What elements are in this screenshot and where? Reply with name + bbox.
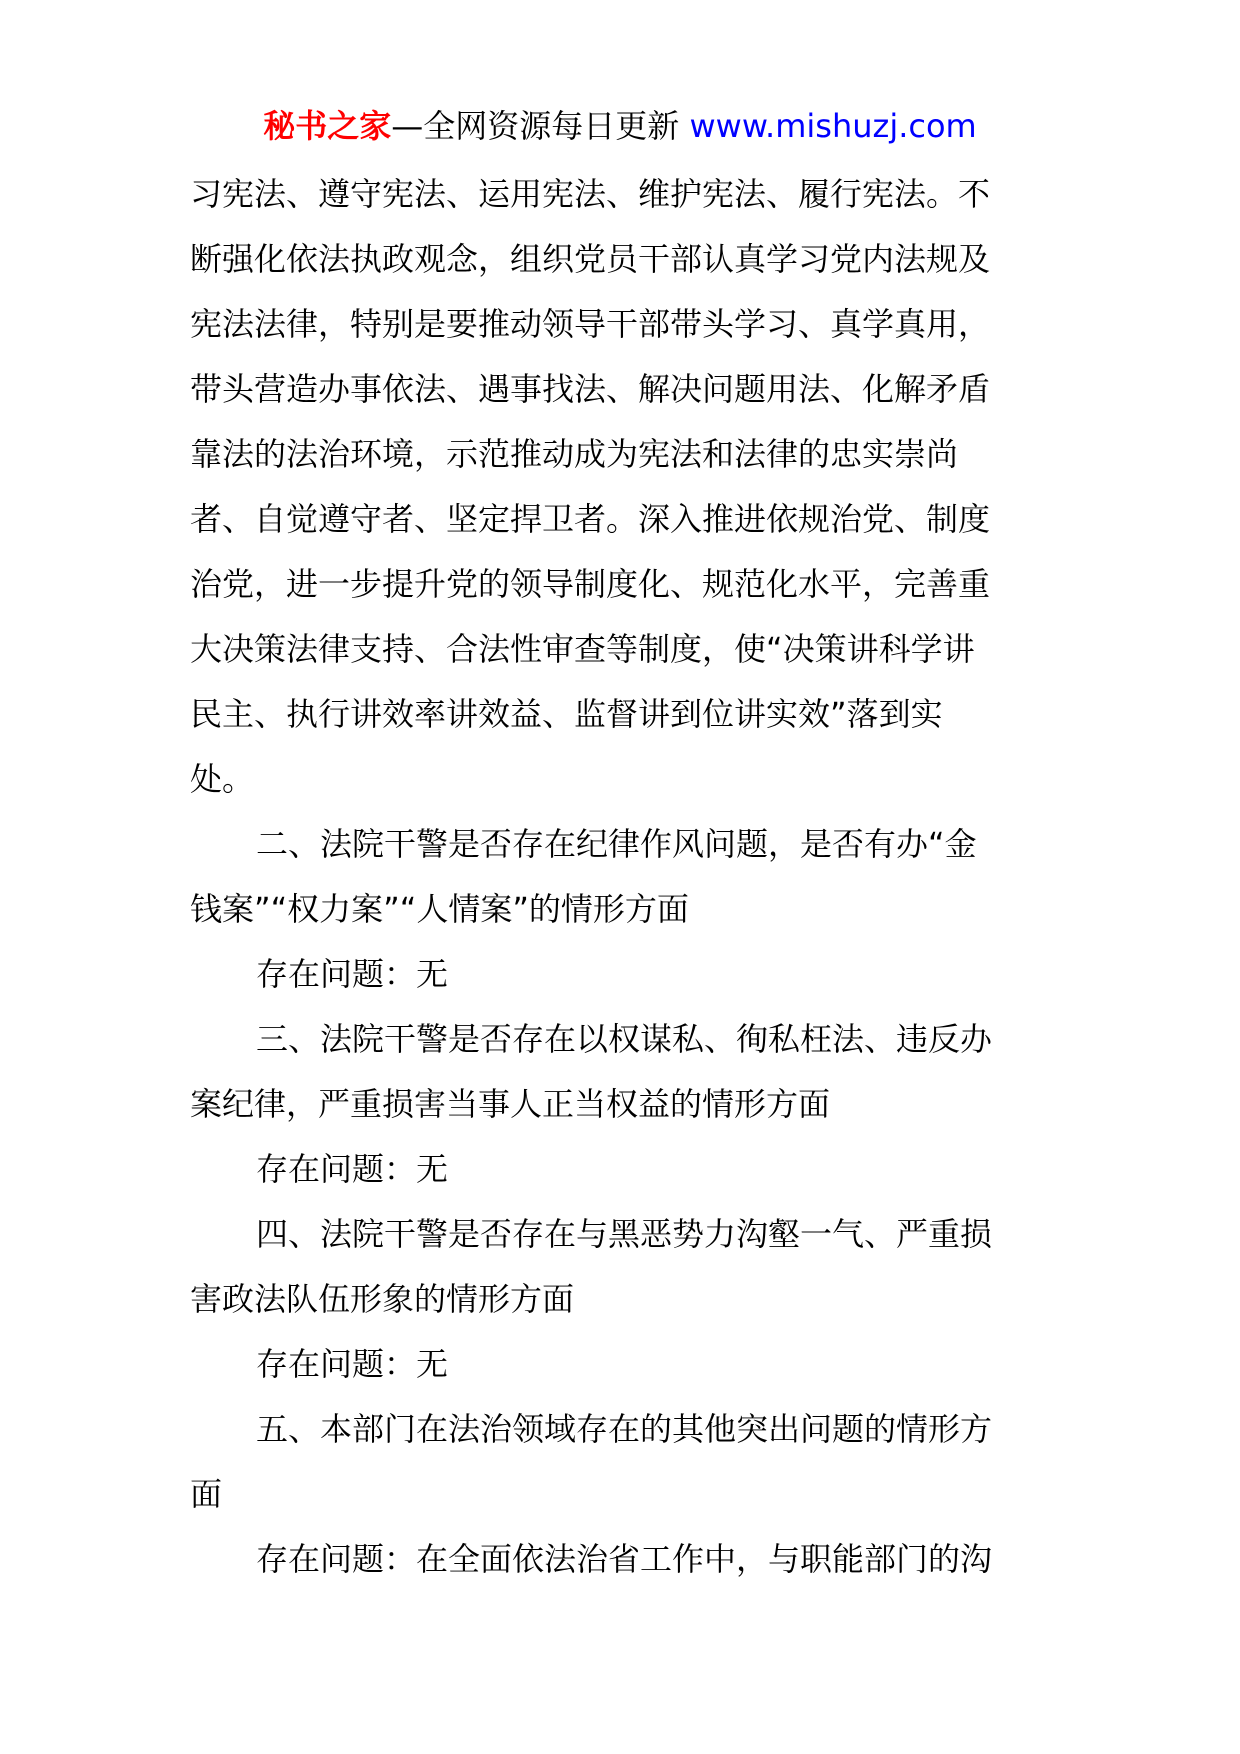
section-heading-2-cont: 钱案”“权力案”“人情案”的情形方面 [190, 890, 689, 928]
section-heading-3: 三、法院干警是否存在以权谋私、徇私枉法、违反办 [256, 1020, 993, 1058]
section-heading-2: 二、法院干警是否存在纪律作风问题，是否有办“金 [256, 825, 977, 863]
text-line: 断强化依法执政观念，组织党员干部认真学习党内法规及 [190, 240, 991, 278]
text-line: 处。 [190, 760, 255, 798]
issue-status: 存在问题：无 [256, 1345, 449, 1383]
text-line: 宪法法律，特别是要推动领导干部带头学习、真学真用， [190, 305, 991, 343]
section-heading-5: 五、本部门在法治领域存在的其他突出问题的情形方 [256, 1410, 993, 1448]
site-url[interactable]: www.mishuzj.com [689, 107, 977, 145]
section-heading-5-cont: 面 [190, 1475, 223, 1513]
section-heading-4-cont: 害政法队伍形象的情形方面 [190, 1280, 575, 1318]
issue-status: 存在问题：在全面依法治省工作中，与职能部门的沟 [256, 1540, 993, 1578]
text-line: 靠法的法治环境，示范推动成为宪法和法律的忠实崇尚 [190, 435, 959, 473]
issue-status: 存在问题：无 [256, 955, 449, 993]
text-line: 民主、执行讲效率讲效益、监督讲到位讲实效”落到实 [190, 695, 943, 733]
text-line: 者、自觉遵守者、坚定捍卫者。深入推进依规治党、制度 [190, 500, 991, 538]
text-line: 大决策法律支持、合法性审查等制度，使“决策讲科学讲 [190, 630, 975, 668]
site-tagline: —全网资源每日更新 [391, 107, 690, 145]
section-heading-4: 四、法院干警是否存在与黑恶势力沟壑一气、严重损 [256, 1215, 993, 1253]
document-body [190, 162, 1030, 1592]
issue-status: 存在问题：无 [256, 1150, 449, 1188]
text-line: 习宪法、遵守宪法、运用宪法、维护宪法、履行宪法。不 [190, 175, 991, 213]
text-line: 带头营造办事依法、遇事找法、解决问题用法、化解矛盾 [190, 370, 991, 408]
section-heading-3-cont: 案纪律，严重损害当事人正当权益的情形方面 [190, 1085, 831, 1123]
text-line: 治党，进一步提升党的领导制度化、规范化水平，完善重 [190, 565, 991, 603]
site-brand: 秘书之家 [263, 107, 392, 145]
site-header [0, 104, 1240, 148]
